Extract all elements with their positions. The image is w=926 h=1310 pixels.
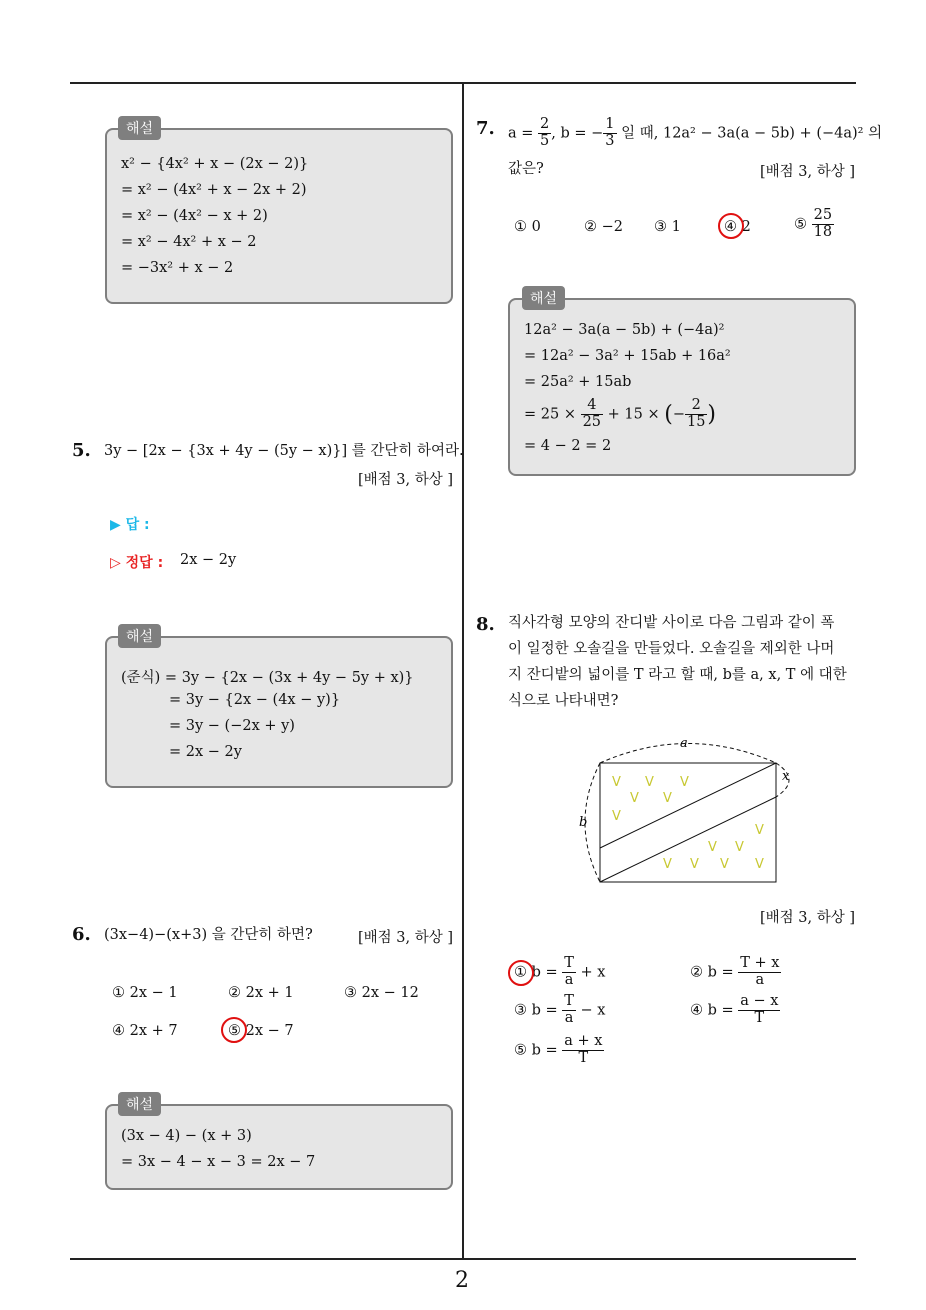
q7-exp-line-5: = 4 − 2 = 2: [524, 438, 612, 454]
q5-exp-line-2: = 3y − {2x − (4x − y)}: [169, 692, 341, 708]
q6-answer-mark: [221, 1017, 247, 1043]
q7-explanation-tag: 해설: [522, 286, 565, 310]
q7-exp-line-1: 12a² − 3a(a − 5b) + (−4a)²: [524, 322, 725, 338]
q5-correct-label: ▷ 정답 :: [110, 555, 164, 571]
q6-choice-3[interactable]: ③ 2x − 12: [344, 985, 419, 1001]
q7-choice-5-frac: [812, 208, 834, 241]
q4-explanation-box: [105, 128, 453, 304]
q5-exp-line-4: = 2x − 2y: [169, 744, 242, 760]
q5-exp-line-3: = 3y − (−2x + y): [169, 718, 295, 734]
q7-frac-b: [603, 117, 616, 150]
q6-choice-4[interactable]: ④ 2x + 7: [112, 1023, 178, 1039]
q8-figure: [570, 730, 800, 890]
q8-choice-3-frac: [562, 994, 576, 1027]
bottom-rule: [70, 1258, 856, 1260]
q7-choice-5-num: 25: [813, 207, 833, 223]
q7-exp-paren-close: ): [707, 401, 717, 427]
q8-choice-3-suffix: − x: [575, 1002, 606, 1019]
q7-choice-5-den: 18: [813, 223, 833, 240]
q7-question-line-1: [508, 117, 882, 150]
q8-question-line-4: 식으로 나타내면?: [508, 693, 619, 709]
q4-exp-line-1: x² − {4x² + x − (2x − 2)}: [121, 156, 309, 172]
q7-frac-b-den: 3: [605, 132, 615, 149]
q7-exp-frac-1: [581, 398, 603, 431]
q8-label-a: a: [680, 736, 688, 751]
q7-frac-b-num: 1: [605, 116, 615, 132]
q8-choice-4-prefix: ④ b =: [690, 1002, 739, 1019]
q7-exp-line-4: [524, 398, 716, 431]
svg-text:V: V: [612, 809, 621, 824]
column-divider: [462, 84, 464, 1260]
q8-choice-2-prefix: ② b =: [690, 964, 739, 981]
q8-choice-3[interactable]: [514, 994, 605, 1027]
q7-exp-frac-2-num: 2: [685, 398, 707, 415]
svg-text:V: V: [755, 857, 764, 872]
q8-choice-1-prefix: ① b =: [514, 964, 563, 981]
q7-exp-frac-1-num: 4: [581, 398, 603, 415]
q6-explanation-tag: 해설: [118, 1092, 161, 1116]
q4-exp-line-4: = x² − 4x² + x − 2: [121, 234, 257, 250]
q5-question-text: 3y − [2x − {3x + 4y − (5y − x)}] 를 간단히 하여라.: [104, 443, 464, 459]
q4-exp-line-3: = x² − (4x² − x + 2): [121, 208, 268, 224]
q8-choice-3-num: T: [564, 993, 574, 1009]
q5-exp-line-1: (준식) = 3y − {2x − (3x + 4y − 5y + x)}: [121, 670, 414, 686]
q8-grass-marks: [612, 775, 764, 872]
q7-exp-line-2: = 12a² − 3a² + 15ab + 16a²: [524, 348, 731, 364]
q8-choice-5-den: T: [578, 1049, 589, 1066]
q8-choice-4-den: T: [754, 1009, 765, 1026]
q7-frac-a-den: 5: [540, 132, 550, 149]
q8-answer-mark: [508, 960, 534, 986]
q6-choice-2[interactable]: ② 2x + 1: [228, 985, 294, 1001]
q8-question-line-3: 지 잔디밭의 넓이를 T 라고 할 때, b를 a, x, T 에 대한: [508, 667, 847, 683]
q7-text-rest: 일 때, 12a² − 3a(a − 5b) + (−4a)² 의: [616, 125, 883, 142]
q8-choice-3-prefix: ③ b =: [514, 1002, 563, 1019]
q5-explanation-tag: 해설: [118, 624, 161, 648]
q8-question-line-1: 직사각형 모양의 잔디밭 사이로 다음 그림과 같이 폭: [508, 615, 835, 631]
q8-question-line-2: 이 일정한 오솔길을 만들었다. 오솔길을 제외한 나머: [508, 641, 835, 657]
q8-choice-5-prefix: ⑤ b =: [514, 1042, 563, 1059]
svg-text:V: V: [680, 775, 689, 790]
q4-exp-line-5: = −3x² + x − 2: [121, 260, 234, 276]
q5-meta: [배점 3, 하상 ]: [357, 472, 453, 488]
q8-choice-1-frac: [562, 956, 576, 989]
q8-choice-2-frac: [738, 956, 781, 989]
q6-exp-line-1: (3x − 4) − (x + 3): [121, 1128, 252, 1144]
q5-explanation-box: [105, 636, 453, 788]
q6-question-text: (3x−4)−(x+3) 을 간단히 하면?: [104, 927, 313, 943]
svg-text:V: V: [663, 857, 672, 872]
q4-explanation-tag: 해설: [118, 116, 161, 140]
q7-choice-5[interactable]: [794, 208, 834, 241]
svg-text:V: V: [735, 840, 744, 855]
q8-meta: [배점 3, 하상 ]: [759, 910, 855, 926]
q5-number: 5.: [72, 440, 91, 461]
q6-explanation-box: [105, 1104, 453, 1190]
q7-explanation-box: [508, 298, 856, 476]
q7-exp-15-times: + 15 ×: [607, 406, 660, 423]
q8-number: 8.: [476, 614, 495, 635]
q7-choice-4[interactable]: ④ 2: [724, 219, 751, 235]
q7-exp-frac-2-den: 15: [686, 413, 706, 430]
q7-text-a: a =: [508, 125, 539, 142]
q8-choice-2-num: T + x: [740, 955, 780, 971]
q8-choice-1-num: T: [564, 955, 574, 971]
q7-exp-frac-1-den: 25: [582, 413, 602, 430]
q7-meta: [배점 3, 하상 ]: [759, 164, 855, 180]
q8-choice-4[interactable]: [690, 994, 780, 1027]
q6-number: 6.: [72, 924, 91, 945]
svg-text:V: V: [755, 823, 764, 838]
q8-choice-1-suffix: + x: [575, 964, 606, 981]
q7-frac-a-num: 2: [540, 116, 550, 132]
svg-text:V: V: [645, 775, 654, 790]
q8-choice-2-den: a: [755, 971, 765, 988]
q8-choice-1-den: a: [564, 971, 574, 988]
svg-text:V: V: [612, 775, 621, 790]
q8-choice-5-frac: [562, 1034, 604, 1067]
q7-choice-3[interactable]: ③ 1: [654, 219, 681, 235]
q5-correct-value: 2x − 2y: [180, 552, 237, 568]
q8-choice-3-den: a: [564, 1009, 574, 1026]
q8-arc-a: [600, 744, 776, 764]
q7-exp-25-times: = 25 ×: [524, 406, 576, 423]
q7-choice-1[interactable]: ① 0: [514, 219, 541, 235]
q7-exp-line-3: = 25a² + 15ab: [524, 374, 632, 390]
q7-question-line-2: 값은?: [508, 161, 544, 177]
q8-choice-5[interactable]: [514, 1034, 604, 1067]
q8-label-b: b: [579, 815, 588, 830]
svg-text:V: V: [708, 840, 717, 855]
q6-meta: [배점 3, 하상 ]: [357, 930, 453, 946]
svg-text:V: V: [630, 791, 639, 806]
q6-choice-1[interactable]: ① 2x − 1: [112, 985, 178, 1001]
q7-choice-5-label: ⑤: [794, 216, 807, 233]
q7-exp-frac-2: [685, 398, 707, 431]
q8-choice-5-num: a + x: [564, 1033, 603, 1049]
q8-choice-4-frac: [738, 994, 780, 1027]
q7-exp-paren-open: (: [664, 401, 673, 427]
q8-choice-2[interactable]: [690, 956, 781, 989]
svg-text:V: V: [720, 857, 729, 872]
q7-text-b: , b = −: [551, 125, 604, 142]
q7-answer-mark: [718, 213, 744, 239]
q6-choice-5[interactable]: ⑤ 2x − 7: [228, 1023, 294, 1039]
q7-exp-minus: −: [672, 406, 685, 423]
q8-choice-4-num: a − x: [740, 993, 779, 1009]
q7-choice-2[interactable]: ② −2: [584, 219, 623, 235]
q7-number: 7.: [476, 118, 495, 139]
q4-exp-line-2: = x² − (4x² + x − 2x + 2): [121, 182, 307, 198]
q6-exp-line-2: = 3x − 4 − x − 3 = 2x − 7: [121, 1154, 316, 1170]
q5-answer-label: ▶ 답 :: [110, 517, 150, 533]
q8-path-edge-2: [600, 797, 776, 882]
q7-frac-a: [538, 117, 551, 150]
svg-text:V: V: [663, 791, 672, 806]
svg-text:V: V: [690, 857, 699, 872]
q8-label-x: x: [782, 769, 790, 784]
page-number: 2: [455, 1268, 469, 1293]
